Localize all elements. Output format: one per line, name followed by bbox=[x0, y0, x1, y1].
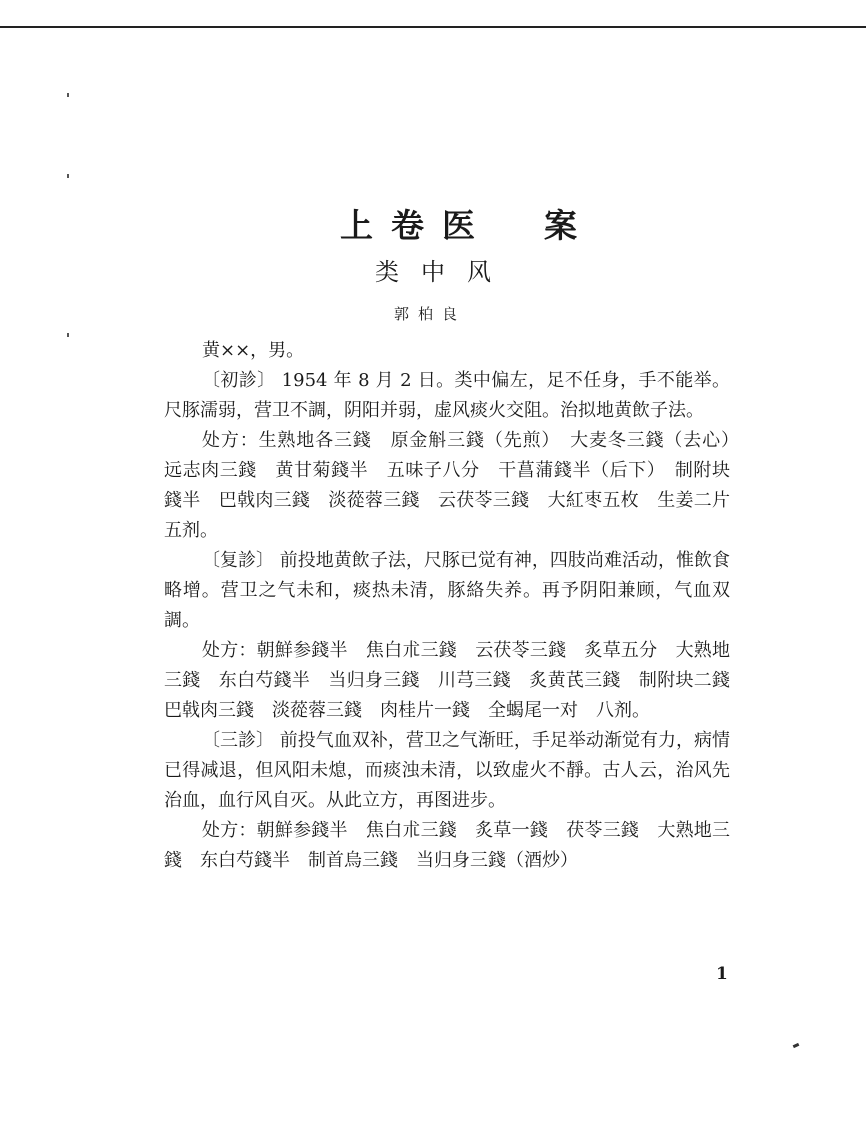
top-rule bbox=[0, 26, 866, 28]
paragraph-second-visit: 〔复診〕 前投地黄飲子法，尺豚已觉有神，四肢尚难活动，惟飲食略增。营卫之气未和，痰热未清，豚絡失养。再予阴阳兼顾，气血双調。 bbox=[164, 550, 730, 631]
paragraph-patient: 黄××，男。 bbox=[202, 340, 305, 361]
paragraph-first-visit: 〔初診〕 1954 年 8 月 2 日。类中偏左，足不任身，手不能举。尺豚濡弱，营卫不調，阴阳并弱，虚风痰火交阻。治拟地黄飲子法。 bbox=[164, 370, 730, 421]
scan-speck bbox=[67, 333, 69, 337]
paragraph-third-visit: 〔三診〕 前投气血双补，营卫之气渐旺，手足举动渐觉有力，病情已得减退，但风阳未熄，而痰浊未清，以致虚火不靜。古人云，治风先治血，血行风自灭。从此立方，再图进步。 bbox=[164, 730, 730, 811]
page-number: 1 bbox=[716, 964, 728, 984]
body-text bbox=[164, 336, 748, 876]
paragraph-prescription-2: 处方：朝鮮参錢半 焦白朮三錢 云茯苓三錢 炙草五分 大熟地三錢 东白芍錢半 当归身三錢 川芎三錢 炙黄芪三錢 制附块二錢 巴戟肉三錢 淡蓯蓉三錢 肉桂片一錢 全蝎尾一对 八剂。 bbox=[164, 640, 748, 721]
paragraph-prescription-3: 处方：朝鮮参錢半 焦白朮三錢 炙草一錢 茯苓三錢 大熟地三錢 东白芍錢半 制首烏三錢 当归身三錢（酒炒） bbox=[164, 820, 730, 871]
author: 郭柏良 bbox=[394, 305, 467, 323]
paragraph-prescription-1: 处方：生熟地各三錢 原金斛三錢（先煎） 大麦冬三錢（去心） 远志肉三錢 黄甘菊錢半 五味子八分 干菖蒲錢半（后下） 制附块錢半 巴戟肉三錢 淡蓯蓉三錢 云茯苓三錢 大紅枣五枚 生姜二片 五剂。 bbox=[164, 430, 748, 541]
page-title: 上卷医 案 bbox=[340, 206, 595, 245]
scan-mark bbox=[793, 1043, 800, 1048]
scan-speck bbox=[67, 174, 69, 178]
section-title: 类中风 bbox=[375, 258, 513, 286]
scan-speck bbox=[67, 93, 69, 97]
